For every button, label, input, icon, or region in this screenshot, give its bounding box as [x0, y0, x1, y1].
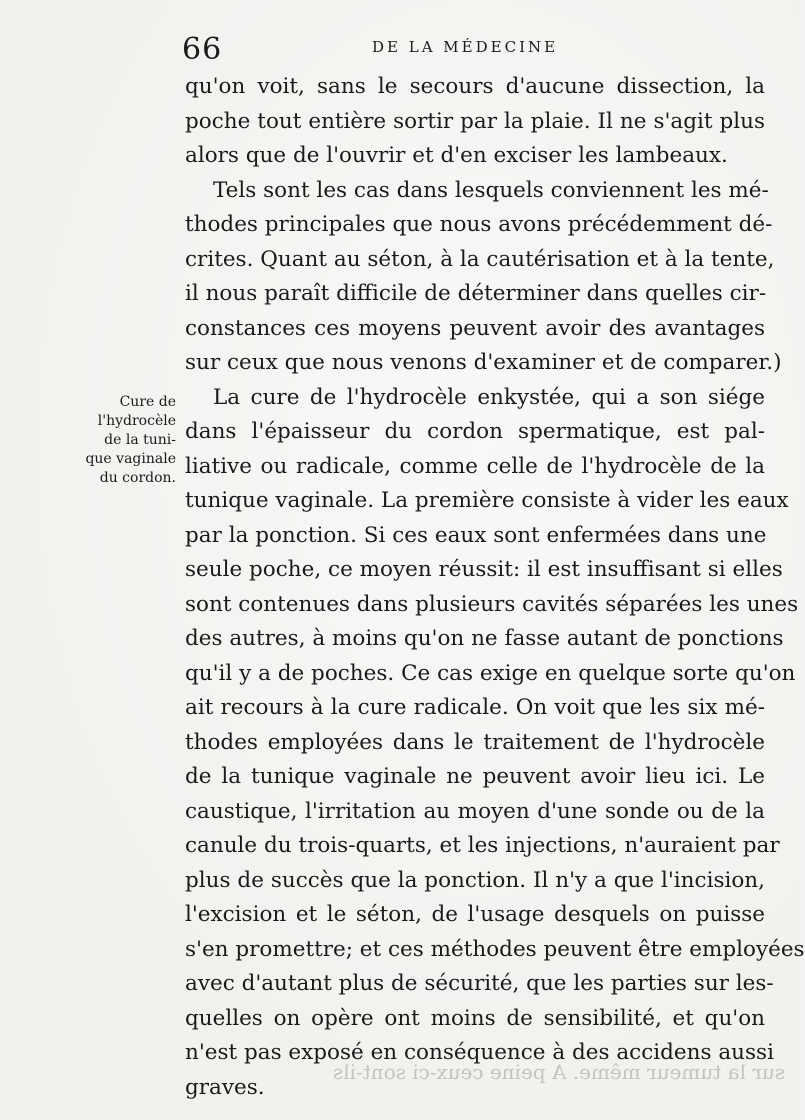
bleed-through-text: sur la tumeur même. A peine ceux-ci sont-ils	[332, 1060, 785, 1084]
text-line: La cure de l'hydrocèle enkystée, qui a son siége	[213, 384, 765, 410]
text-line: avec d'autant plus de sécurité, que les parties sur les-	[185, 971, 774, 996]
body-text	[185, 70, 805, 1105]
text-line: de la tunique vaginale ne peuvent avoir lieu ici. Le	[185, 764, 765, 789]
text-line: caustique, l'irritation au moyen d'une sonde ou de la	[185, 798, 765, 824]
text-line: seule poche, ce moyen réussit: il est insuffisant si elles	[185, 557, 783, 582]
text-line: crites. Quant au séton, à la cautérisation et à la tente,	[185, 246, 775, 272]
text-line: quelles on opère ont moins de sensibilité, et qu'on	[185, 1005, 765, 1031]
margin-note	[70, 393, 176, 488]
text-line: il nous paraît difficile de déterminer dans quelles cir-	[185, 281, 767, 306]
text-line: alors que de l'ouvrir et d'en exciser les lambeaux.	[185, 143, 728, 168]
text-line: Tels sont les cas dans lesquels conviennent les mé-	[213, 177, 769, 203]
page-number: 66	[182, 32, 223, 67]
running-head: DE LA MÉDECINE	[372, 38, 559, 56]
text-line: thodes employées dans le traitement de l'hydrocèle	[185, 729, 765, 755]
text-line: liative ou radicale, comme celle de l'hydrocèle de la	[185, 453, 765, 479]
margin-note-line: l'hydrocèle	[97, 413, 176, 429]
margin-note-line: que vaginale	[85, 451, 176, 467]
text-line: s'en promettre; et ces méthodes peuvent être employées	[185, 936, 805, 962]
text-line: sont contenues dans plusieurs cavités séparées les unes	[185, 591, 799, 617]
text-line: l'excision et le séton, de l'usage desquels on puisse	[185, 902, 765, 927]
text-line: canule du trois-quarts, et les injections, n'auraient par	[185, 833, 780, 858]
text-line: graves.	[185, 1074, 265, 1100]
margin-note-line: du cordon.	[99, 470, 176, 486]
margin-note-line: de la tuni-	[104, 432, 176, 448]
margin-note-line: Cure de	[119, 394, 176, 410]
text-line: plus de succès que la ponction. Il n'y a que l'incision,	[185, 867, 765, 893]
text-line: n'est pas exposé en conséquence à des accidens aussi	[185, 1040, 774, 1065]
text-line: sur ceux que nous venons d'examiner et de comparer.)	[185, 350, 782, 375]
text-line: qu'on voit, sans le secours d'aucune dissection, la	[185, 74, 765, 99]
text-line: ait recours à la cure radicale. On voit que les six mé-	[185, 695, 765, 720]
text-line: thodes principales que nous avons précédemment dé-	[185, 212, 773, 237]
text-line: qu'il y a de poches. Ce cas exige en quelque sorte qu'on	[185, 660, 796, 686]
text-line: par la ponction. Si ces eaux sont enfermées dans une	[185, 522, 767, 548]
text-line: tunique vaginale. La première consiste à vider les eaux	[185, 488, 789, 513]
text-line: des autres, à moins qu'on ne fasse autant de ponctions	[185, 626, 784, 651]
text-line: dans l'épaisseur du cordon spermatique, est pal-	[185, 419, 765, 444]
page-header	[0, 28, 800, 68]
text-line: poche tout entière sortir par la plaie. Il ne s'agit plus	[185, 108, 765, 134]
text-line: constances ces moyens peuvent avoir des avantages	[185, 315, 765, 341]
